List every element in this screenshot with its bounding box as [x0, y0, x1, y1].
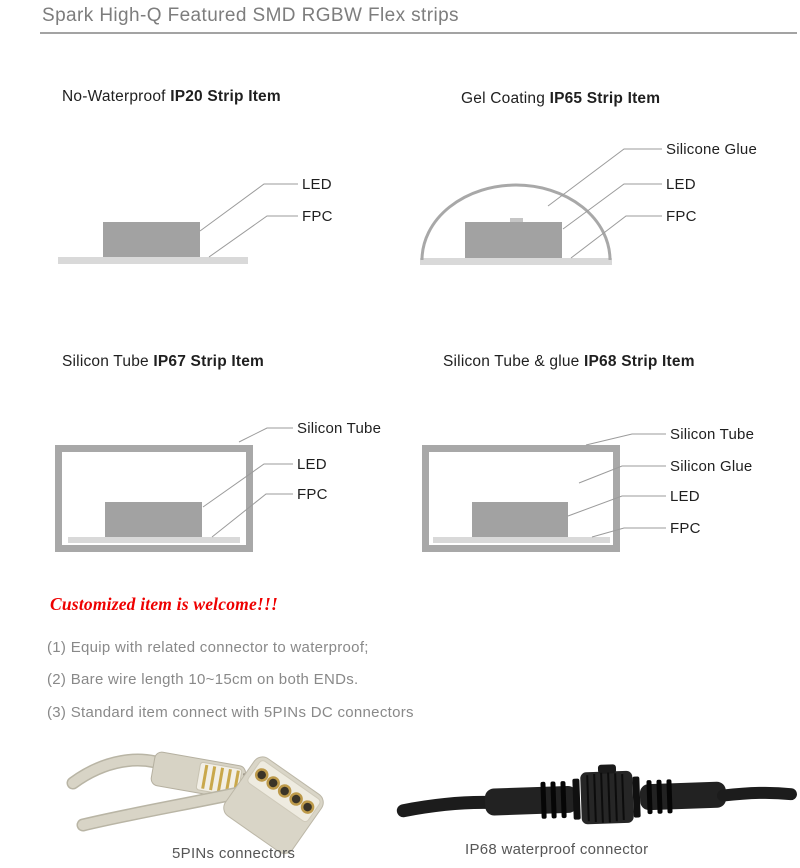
plug-right [640, 781, 727, 810]
note-item-1: (1) Equip with related connector to waterproof; [47, 639, 369, 656]
leader-ip67-tube [239, 428, 293, 442]
ip68-led-block [472, 502, 568, 538]
part-label-silicon-tube: Silicon Tube [670, 426, 755, 443]
leader-ip20-led [200, 184, 298, 231]
leader-ip68-tube [586, 434, 666, 445]
part-label-fpc: FPC [666, 208, 697, 225]
caption-ip68: IP68 waterproof connector [465, 841, 649, 858]
leader-ip65-glue [548, 149, 662, 206]
heading-bold: IP65 Strip Item [549, 90, 661, 107]
ip67-fpc-strip [68, 537, 240, 543]
photo-5pins-connectors [48, 735, 388, 845]
heading-light: Silicon Tube [62, 353, 154, 370]
part-label-fpc: FPC [297, 486, 328, 503]
title-divider [40, 32, 797, 34]
note-item-2: (2) Bare wire length 10~15cm on both ENDs. [47, 671, 359, 688]
part-label-silicon-tube: Silicon Tube [297, 420, 382, 437]
part-label-led: LED [297, 456, 327, 473]
diagram-heading-ip65 [461, 90, 660, 108]
part-label-led: LED [666, 176, 696, 193]
diagram-heading-ip67 [62, 353, 264, 371]
leader-ip20-fpc [209, 216, 298, 257]
ip20-led-block [103, 222, 200, 258]
connector-cable [83, 791, 248, 825]
heading-bold: IP68 Strip Item [584, 353, 695, 370]
ip68-connector-body [402, 758, 792, 831]
highlight-note: Customized item is welcome!!! [50, 594, 278, 614]
page-title: Spark High-Q Featured SMD RGBW Flex strips [42, 5, 459, 26]
leader-ip65-fpc [571, 216, 662, 258]
note-item-3: (3) Standard item connect with 5PINs DC connectors [47, 704, 414, 721]
heading-light: Silicon Tube & glue [443, 353, 585, 370]
heading-light: Gel Coating [461, 90, 550, 107]
photo-ip68-connector [395, 758, 795, 838]
ip65-fpc-strip [420, 258, 612, 265]
diagram-heading-ip68 [443, 353, 695, 371]
leader-ip65-led [563, 184, 662, 229]
part-label-silicon-glue: Silicon Glue [670, 458, 753, 475]
cable-right [723, 792, 791, 797]
part-label-silicone-glue: Silicone Glue [666, 141, 757, 158]
heading-bold: IP20 Strip Item [170, 88, 281, 105]
ip65-led-block [465, 222, 562, 258]
diagram-heading-ip20 [62, 88, 281, 106]
cable-left [403, 802, 493, 811]
ip20-fpc-strip [58, 257, 248, 264]
ip67-led-block [105, 502, 202, 537]
caption-5pins: 5PINs connectors [172, 845, 296, 862]
part-label-led: LED [670, 488, 700, 505]
part-label-fpc: FPC [670, 520, 701, 537]
ip68-fpc-strip [433, 537, 610, 543]
heading-light: No-Waterproof [62, 88, 171, 105]
part-label-fpc: FPC [302, 208, 333, 225]
part-label-led: LED [302, 176, 332, 193]
heading-bold: IP67 Strip Item [153, 353, 265, 370]
